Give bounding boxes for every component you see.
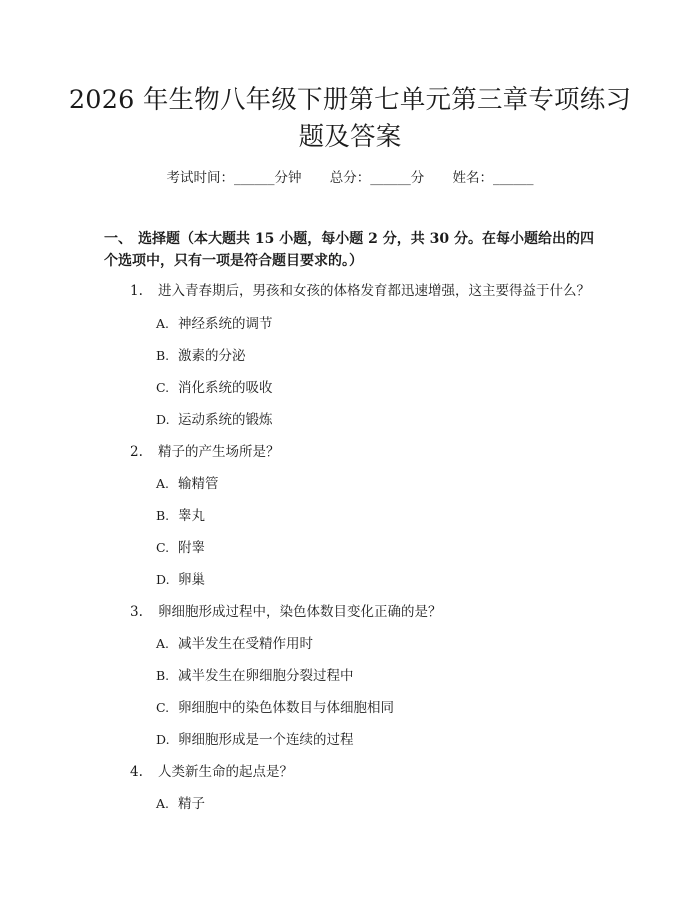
option-1a <box>156 314 273 334</box>
question-text: 进入青春期后，男孩和女孩的体格发育都迅速增强，这主要得益于什么？ <box>158 283 590 299</box>
question-3 <box>130 602 442 622</box>
option-3a <box>156 634 313 654</box>
section-number: 一、 <box>104 231 132 247</box>
option-letter: C. <box>156 700 170 715</box>
option-text: 运动系统的锻炼 <box>178 412 273 428</box>
student-name-field: 姓名：______ <box>452 170 534 186</box>
question-number: 2. <box>130 444 143 460</box>
option-letter: C. <box>156 540 170 555</box>
total-score-field: 总分：______分 <box>329 170 425 186</box>
option-text: 减半发生在受精作用时 <box>178 636 313 652</box>
option-3d <box>156 730 354 750</box>
exam-info-line <box>0 168 700 188</box>
question-2 <box>130 442 280 462</box>
question-text: 精子的产生场所是？ <box>158 444 280 460</box>
option-text: 消化系统的吸收 <box>178 380 273 396</box>
option-letter: D. <box>156 572 170 587</box>
option-letter: B. <box>156 348 170 363</box>
option-letter: A. <box>156 316 170 331</box>
option-letter: D. <box>156 732 170 747</box>
option-text: 睾丸 <box>178 508 205 524</box>
option-text: 神经系统的调节 <box>178 316 273 332</box>
exam-time-field: 考试时间：______分钟 <box>166 170 302 186</box>
option-2d <box>156 570 205 590</box>
option-text: 卵细胞中的染色体数目与体细胞相同 <box>178 700 394 716</box>
option-2b <box>156 506 205 526</box>
question-number: 4. <box>130 764 143 780</box>
option-text: 精子 <box>178 796 205 812</box>
option-text: 附睾 <box>178 540 205 556</box>
page-title: 2026 年生物八年级下册第七单元第三章专项练习题及答案 <box>68 85 632 152</box>
option-text: 激素的分泌 <box>178 348 246 364</box>
section-heading <box>104 228 604 272</box>
option-text: 输精管 <box>178 476 219 492</box>
option-1b <box>156 346 246 366</box>
option-2a <box>156 474 219 494</box>
option-text: 卵细胞形成是一个连续的过程 <box>178 732 354 748</box>
option-1d <box>156 410 273 430</box>
option-1c <box>156 378 273 398</box>
option-letter: A. <box>156 796 170 811</box>
option-letter: D. <box>156 412 170 427</box>
question-number: 3. <box>130 604 143 620</box>
question-1 <box>130 281 590 301</box>
option-3b <box>156 666 354 686</box>
option-4a <box>156 794 205 814</box>
question-text: 人类新生命的起点是？ <box>158 764 293 780</box>
question-4 <box>130 762 293 782</box>
option-3c <box>156 698 394 718</box>
option-letter: A. <box>156 476 170 491</box>
option-letter: B. <box>156 508 170 523</box>
option-2c <box>156 538 205 558</box>
option-letter: B. <box>156 668 170 683</box>
question-text: 卵细胞形成过程中，染色体数目变化正确的是？ <box>158 604 442 620</box>
option-text: 卵巢 <box>178 572 205 588</box>
option-letter: A. <box>156 636 170 651</box>
option-letter: C. <box>156 380 170 395</box>
question-number: 1. <box>130 283 143 299</box>
section-heading-text: 选择题（本大题共 15 小题，每小题 2 分，共 30 分。在每小题给出的四个选项中，只有一项是符合题目要求的。） <box>104 231 594 269</box>
option-text: 减半发生在卵细胞分裂过程中 <box>178 668 354 684</box>
